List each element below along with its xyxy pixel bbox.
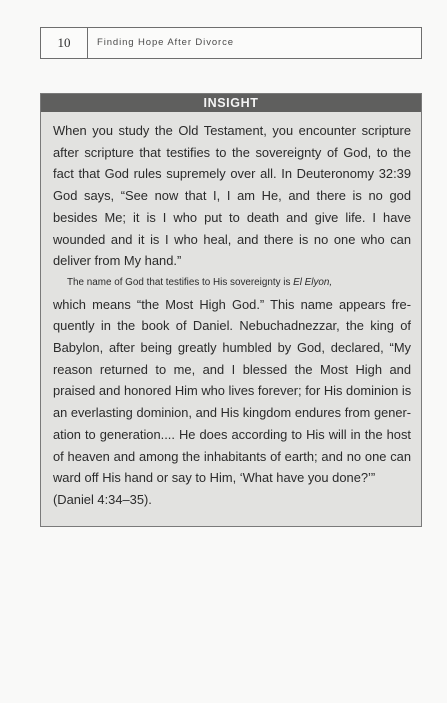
text-line: of heaven and among the inhabitants of earth; and no one can: [53, 448, 411, 464]
running-header: [40, 27, 422, 59]
divine-name-italic: El Elyon,: [293, 276, 333, 288]
insight-heading: INSIGHT: [41, 94, 421, 112]
text-line: which means “the Most High God.” This name appears fre-: [53, 296, 411, 312]
text-line: quently in the book of Daniel. Nebuchadnezzar, the king of: [53, 318, 411, 334]
page-number: 10: [41, 28, 88, 58]
text-line: fact that God rules supremely over all. In Deuteronomy 32:39: [53, 166, 411, 182]
text-line: besides Me; it is I who put to death and give life. I have: [53, 209, 411, 225]
text-line: ward off His hand or say to Him, ‘What have you done?’”: [53, 470, 376, 486]
text-line: praised and honored Him who lives forever; for His dominion is: [53, 383, 412, 399]
text-line: after scripture that testifies to the sovereignty of God, to the: [53, 144, 411, 160]
text-run: The name of God that testifies to His sovereignty is: [67, 276, 294, 288]
text-line: wounded and it is I who heal, and there is no one who can: [53, 231, 411, 247]
text-line: (Daniel 4:34–35).: [53, 491, 152, 507]
running-title: Finding Hope After Divorce: [97, 37, 234, 48]
text-line: [53, 272, 411, 294]
insight-body: [53, 120, 411, 511]
text-line: Babylon, after being greatly humbled by God, declared, “My: [53, 340, 411, 356]
insight-paragraph-2: [53, 272, 411, 511]
text-line: When you study the Old Testament, you encounter scripture: [53, 123, 411, 138]
text-line: deliver from My hand.”: [53, 253, 182, 269]
text-line: God says, “See now that I, I am He, and there is no god: [53, 188, 411, 204]
insight-sidebar: [40, 93, 422, 527]
text-line: ation to generation.... He does according to His will in the host: [53, 426, 411, 442]
insight-paragraph-1: [53, 120, 411, 272]
text-line: reason returned to me, and I blessed the Most High and: [53, 361, 411, 377]
text-line: an everlasting dominion, and His kingdom endures from gener-: [53, 405, 411, 421]
